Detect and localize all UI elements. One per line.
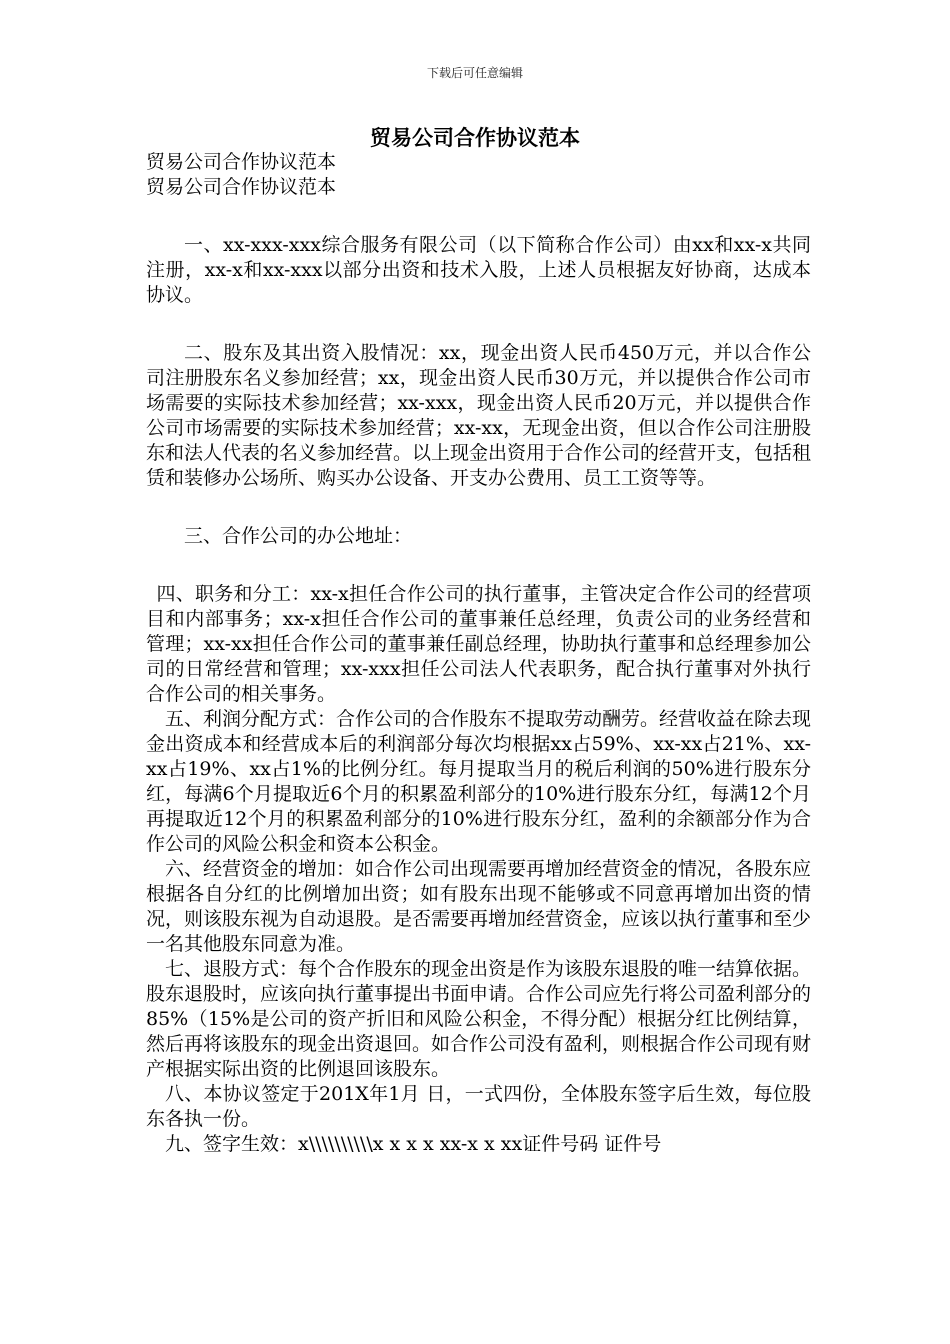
paragraph-2: 二、股东及其出资入股情况：xx，现金出资人民币450万元，并以合作公司注册股东名义参加经营；xx，现金出资人民币30万元，并以提供合作公司市场需要的实际技术参加经营；xx-xxx，现金出资人民币20万元，并以提供合作公司市场需要的实际技术参加经营；xx-xx，无现金出资，但以合作公司注册股东和法人代表的名义参加经营。以上现金出资用于合作公司的经营开支，包括租赁和装修办公场所、购买办公设备、开支办公费用、员工工资等等。 xyxy=(146,342,812,489)
paragraph-6: 六、经营资金的增加：如合作公司出现需要再增加经营资金的情况，各股东应根据各自分红的比例增加出资；如有股东出现不能够或不同意再增加出资的情况，则该股东视为自动退股。是否需要再增加经营资金，应该以执行董事和至少一名其他股东同意为准。 xyxy=(146,858,812,955)
paragraph-3: 三、合作公司的办公地址： xyxy=(184,525,413,547)
subtitle-line-2: 贸易公司合作协议范本 xyxy=(146,176,337,198)
paragraph-9: 九、签字生效：x\\\\\\\\\\x x x x xx-x x xx证件号码 证件号 xyxy=(165,1133,662,1155)
document-body xyxy=(146,150,811,1157)
document-title: 贸易公司合作协议范本 xyxy=(370,125,580,150)
header-note: 下载后可任意编辑 xyxy=(426,66,523,80)
paragraph-7: 七、退股方式：每个合作股东的现金出资是作为该股东退股的唯一结算依据。股东退股时，应该向执行董事提出书面申请。合作公司应先行将公司盈利部分的85%（15%是公司的资产折旧和风险公积金，不得分配）根据分红比例结算，然后再将该股东的现金出资退回。如合作公司没有盈利，则根据合作公司现有财产根据实际出资的比例退回该股东。 xyxy=(146,958,812,1080)
paragraph-1: 一、xx-xxx-xxx综合服务有限公司（以下简称合作公司）由xx和xx-x共同注册，xx-x和xx-xxx以部分出资和技术入股，上述人员根据友好协商，达成本协议。 xyxy=(146,234,811,306)
subtitle-line-1: 贸易公司合作协议范本 xyxy=(146,151,337,173)
paragraph-4: 四、职务和分工：xx-x担任合作公司的执行董事，主管决定合作公司的经营项目和内部事务；xx-x担任合作公司的董事兼任总经理，负责公司的业务经营和管理；xx-xx担任合作公司的董事兼任副总经理，协助执行董事和总经理参加公司的日常经营和管理；xx-xxx担任公司法人代表职务，配合执行董事对外执行合作公司的相关事务。 xyxy=(146,583,811,705)
paragraph-8: 八、本协议签定于201X年1月 日，一式四份，全体股东签字后生效，每位股东各执一份。 xyxy=(146,1083,811,1130)
paragraph-5: 五、利润分配方式：合作公司的合作股东不提取劳动酬劳。经营收益在除去现金出资成本和经营成本后的利润部分每次均根据xx占59%、xx-xx占21%、xx-xx占19%、xx占1%的比例分红。每月提取当月的税后利润的50%进行股东分红，每满6个月提取近6个月的积累盈利部分的10%进行股东分红，每满12个月再提取近12个月的积累盈利部分的10%进行股东分红，盈利的余额部分作为合作公司的风险公积金和资本公积金。 xyxy=(146,708,812,855)
